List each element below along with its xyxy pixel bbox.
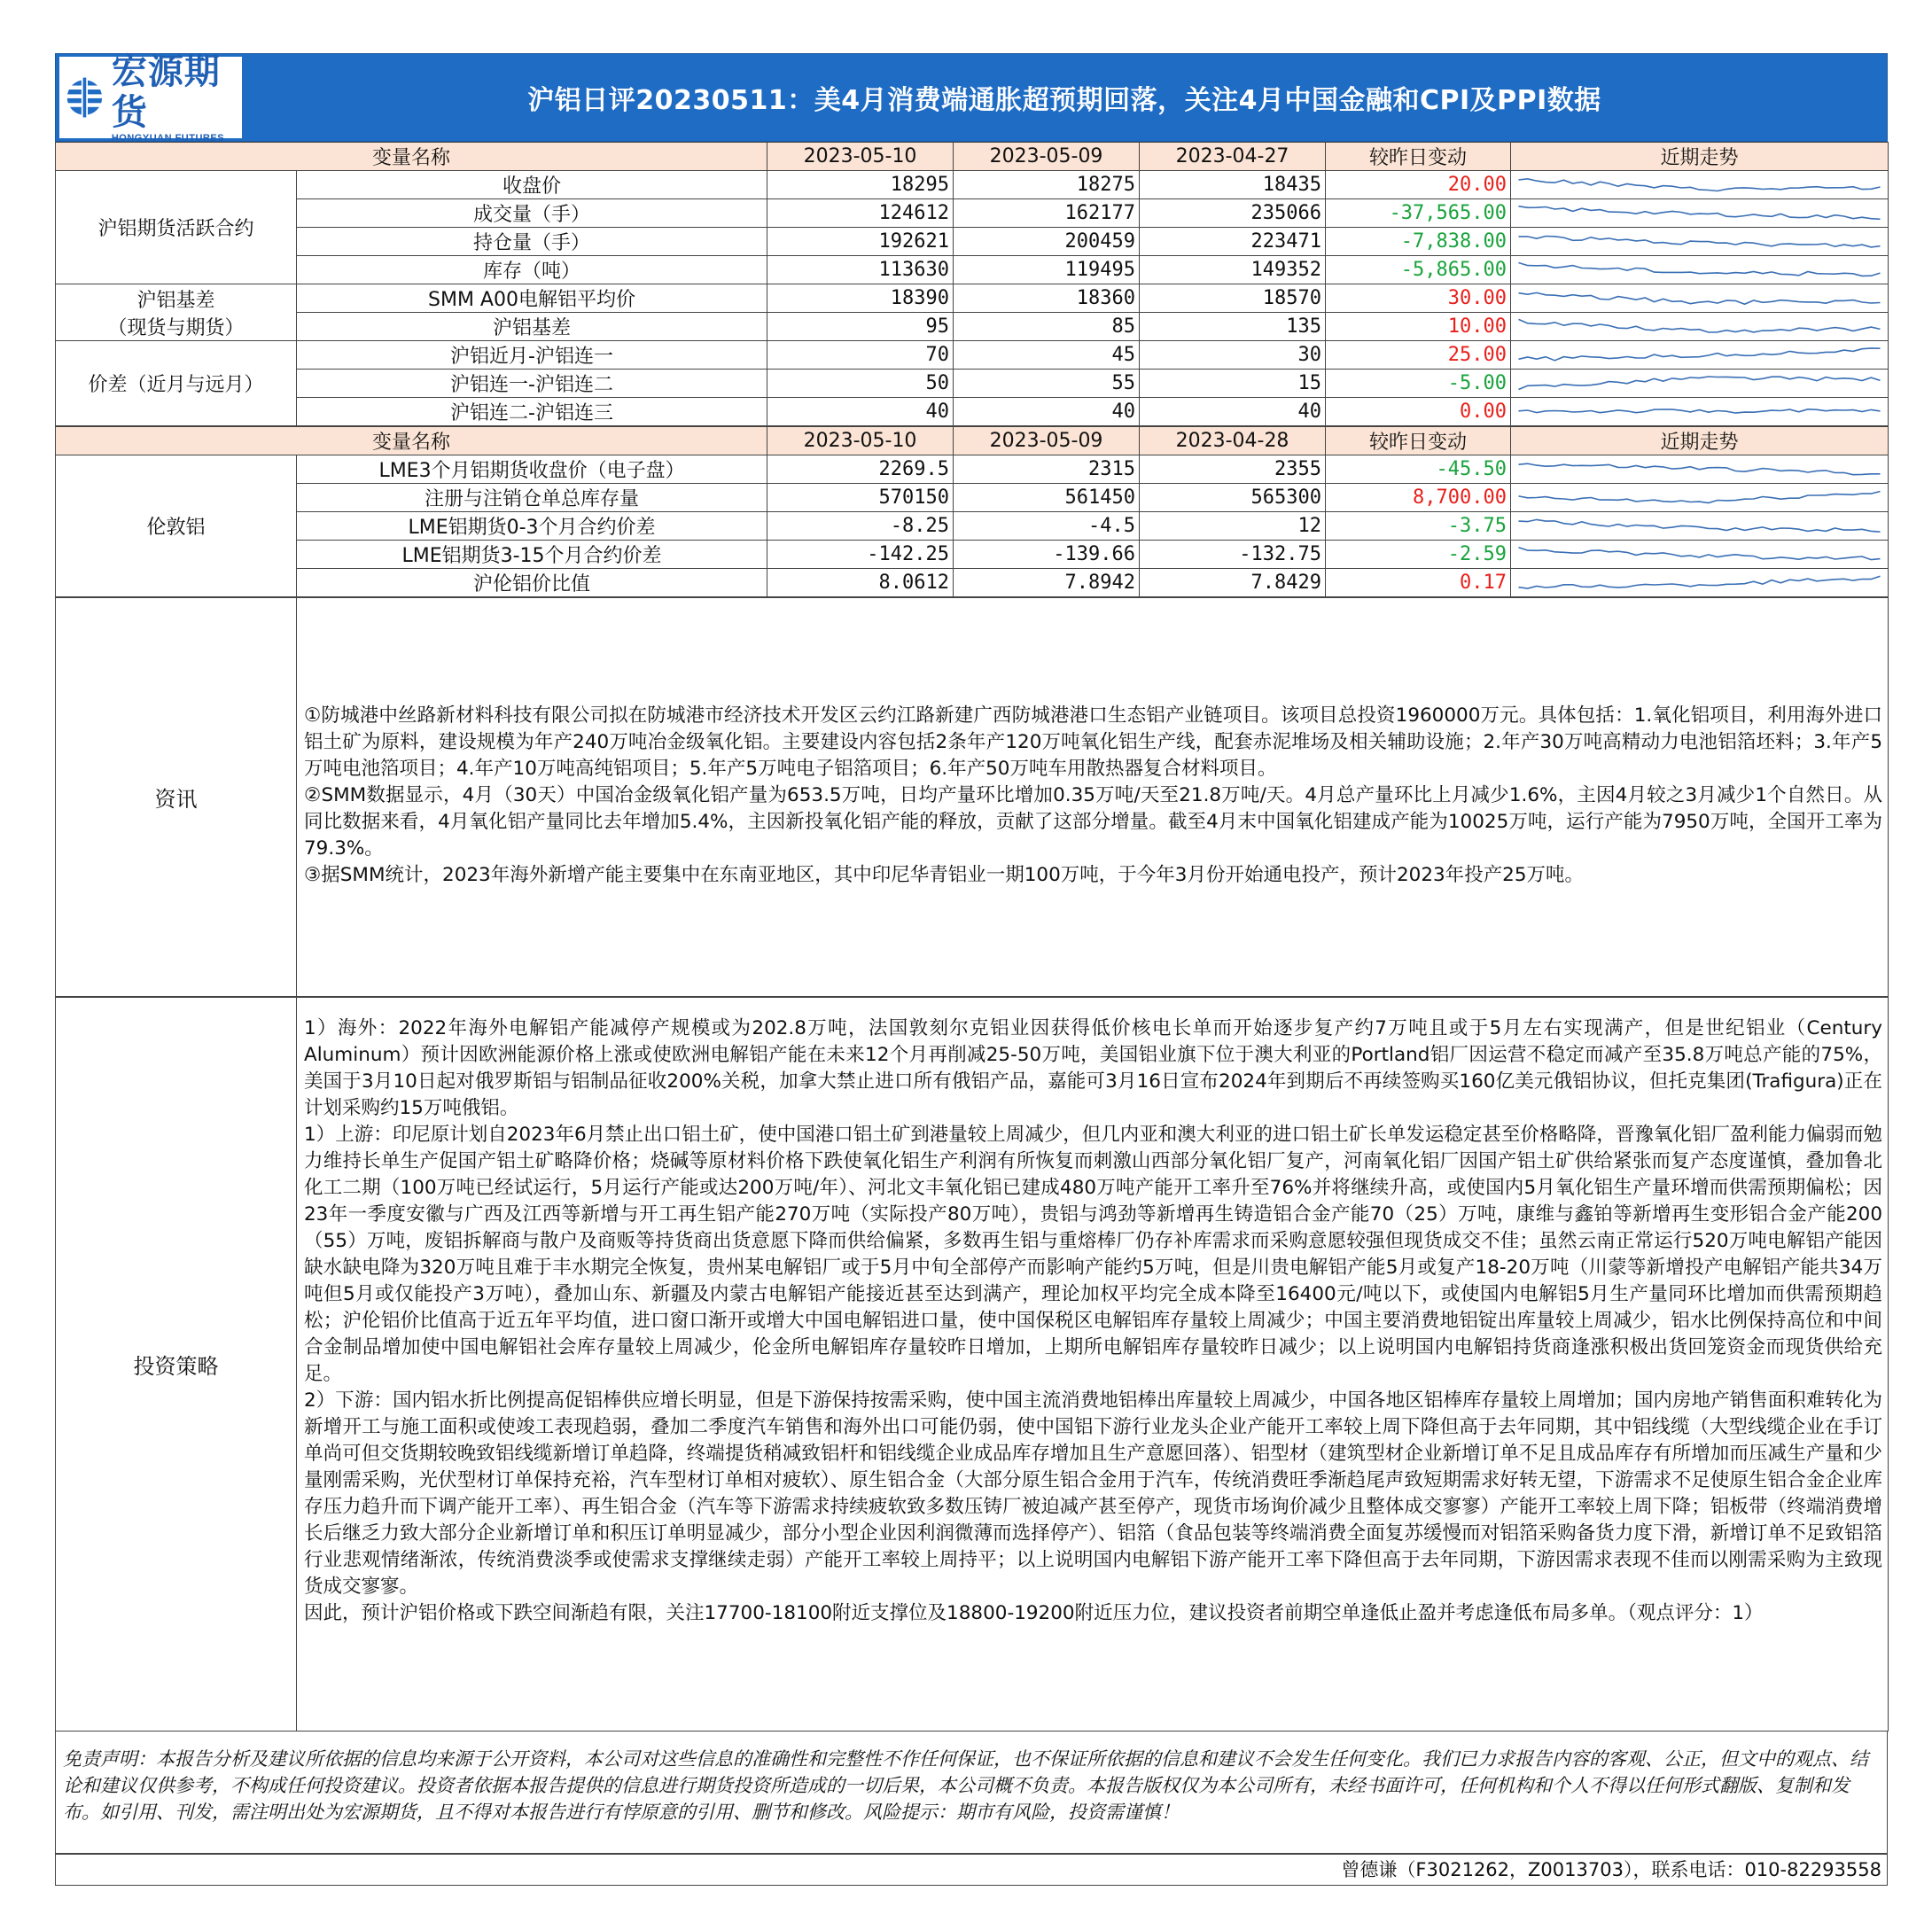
daily-change: -5.00 — [1326, 370, 1511, 398]
column-header: 2023-05-09 — [954, 427, 1140, 455]
sparkline-path — [1519, 206, 1881, 220]
table-row — [56, 171, 1889, 199]
value-cell: 149352 — [1140, 256, 1326, 284]
daily-change: -7,838.00 — [1326, 228, 1511, 256]
trend-cell — [1511, 512, 1889, 541]
variable-name: 沪铝近月-沪铝连一 — [297, 341, 767, 370]
trend-cell — [1511, 569, 1889, 597]
paragraph: 1）海外：2022年海外电解铝产能减停产规模或为202.8万吨，法国敦刻尔克铝业因获得低价核电长单而开始逐步复产约7万吨且或于5月左右实现满产，但是世纪铝业（Century Aluminum）预计因欧洲能源价格上涨或使欧洲电解铝产能在未来12个月再削减25-50万吨，美国铝业旗下位于澳大利亚的Portland铝厂因运营不稳定而减产至35.8万吨总产能的75%，美国于3月10日起对俄罗斯铝与铝制品征收200%关税，加拿大禁止进口所有俄铝产品，嘉能可3月16日宣布2024年到期后不再续签购买160亿美元俄铝协议，但托克集团(Trafigura)正在计划采购约15万吨俄铝。 — [304, 1017, 1882, 1119]
variable-name: LME3个月铝期货收盘价（电子盘） — [297, 455, 767, 484]
sparkline-chart — [1511, 398, 1888, 425]
sparkline-chart — [1511, 341, 1888, 369]
strategy-content — [297, 998, 1889, 1732]
trend-cell — [1511, 541, 1889, 569]
value-cell: 85 — [954, 313, 1140, 341]
value-cell: 18295 — [767, 171, 954, 199]
daily-change: 0.17 — [1326, 569, 1511, 597]
value-cell: 12 — [1140, 512, 1326, 541]
daily-change: -37,565.00 — [1326, 199, 1511, 228]
variable-name: LME铝期货3-15个月合约价差 — [297, 541, 767, 569]
paragraph: 因此，预计沪铝价格或下跌空间渐趋有限，关注17700-18100附近支撑位及18800-19200附近压力位，建议投资者前期空单逢低止盈并考虑逢低布局多单。（观点评分：1） — [304, 1602, 1764, 1624]
sparkline-path — [1519, 377, 1881, 390]
trend-cell — [1511, 455, 1889, 484]
daily-change: 0.00 — [1326, 398, 1511, 426]
daily-change: 10.00 — [1326, 313, 1511, 341]
trend-cell — [1511, 398, 1889, 426]
variable-name: 库存（吨） — [297, 256, 767, 284]
daily-change: 8,700.00 — [1326, 484, 1511, 512]
group-label — [56, 284, 297, 341]
trend-cell — [1511, 171, 1889, 199]
value-cell: -142.25 — [767, 541, 954, 569]
column-header: 2023-05-10 — [767, 143, 954, 171]
column-header: 2023-04-27 — [1140, 143, 1326, 171]
column-header: 2023-04-28 — [1140, 427, 1326, 455]
variable-name: 注册与注销仓单总库存量 — [297, 484, 767, 512]
logo-chinese-name: 宏源期货 — [111, 51, 221, 133]
table-header-row — [56, 143, 1889, 171]
column-header: 近期走势 — [1511, 143, 1889, 171]
value-cell: 55 — [954, 370, 1140, 398]
trend-cell — [1511, 228, 1889, 256]
value-cell: 8.0612 — [767, 569, 954, 597]
sparkline-chart — [1511, 199, 1888, 227]
sparkline-path — [1519, 292, 1881, 304]
group-label: 沪铝期货活跃合约 — [56, 171, 297, 284]
table-row — [56, 228, 1889, 256]
variable-name: 沪铝基差 — [297, 313, 767, 341]
column-header: 变量名称 — [56, 143, 767, 171]
value-cell: 124612 — [767, 199, 954, 228]
value-cell: 18390 — [767, 284, 954, 313]
trend-cell — [1511, 484, 1889, 512]
strategy-label: 投资策略 — [56, 998, 297, 1732]
paragraph: ②SMM数据显示，4月（30天）中国冶金级氧化铝产量为653.5万吨，日均产量环比增加0.35万吨/天至21.8万吨/天。4月总产量环比上月减少1.6%，主因4月较之3月减少1个自然日。从同比数据来看，4月氧化铝产量同比去年增加5.4%，主因新投氧化铝产能的释放，贡献了这部分增量。截至4月末中国氧化铝建成产能为10025万吨，运行产能为7950万吨，全国开工率为79.3%。 — [304, 783, 1882, 860]
value-cell: 7.8942 — [954, 569, 1140, 597]
table-row — [56, 313, 1889, 341]
value-cell: 18435 — [1140, 171, 1326, 199]
variable-name: 沪铝连二-沪铝连三 — [297, 398, 767, 426]
variable-name: 沪伦铝价比值 — [297, 569, 767, 597]
daily-change: 30.00 — [1326, 284, 1511, 313]
value-cell: 7.8429 — [1140, 569, 1326, 597]
sparkline-path — [1519, 348, 1881, 361]
logo-english-name: HONGYUAN FUTURES — [111, 133, 225, 144]
column-header: 2023-05-10 — [767, 427, 954, 455]
table-row — [56, 398, 1889, 426]
value-cell: 70 — [767, 341, 954, 370]
value-cell: 50 — [767, 370, 954, 398]
sparkline-path — [1519, 263, 1881, 276]
table-header-row — [56, 427, 1889, 455]
daily-change: -2.59 — [1326, 541, 1511, 569]
table-row — [56, 199, 1889, 228]
daily-change: 20.00 — [1326, 171, 1511, 199]
shfe-aluminum-table — [55, 142, 1889, 426]
sparkline-path — [1519, 548, 1881, 560]
value-cell: 40 — [1140, 398, 1326, 426]
column-header: 2023-05-09 — [954, 143, 1140, 171]
report-title: 沪铝日评20230511：美4月消费端通胀超预期回落，关注4月中国金融和CPI及PPI数据 — [527, 85, 1601, 116]
sparkline-path — [1519, 237, 1881, 247]
daily-change: 25.00 — [1326, 341, 1511, 370]
group-label: 伦敦铝 — [56, 455, 297, 597]
value-cell: 235066 — [1140, 199, 1326, 228]
table-row — [56, 541, 1889, 569]
value-cell: 95 — [767, 313, 954, 341]
sparkline-chart — [1511, 313, 1888, 340]
value-cell: 113630 — [767, 256, 954, 284]
value-cell: -139.66 — [954, 541, 1140, 569]
logo-emblem-icon — [65, 65, 105, 130]
sparkline-path — [1519, 319, 1881, 332]
value-cell: 15 — [1140, 370, 1326, 398]
value-cell: 2269.5 — [767, 455, 954, 484]
daily-change: -5,865.00 — [1326, 256, 1511, 284]
variable-name: 持仓量（手） — [297, 228, 767, 256]
variable-name: SMM A00电解铝平均价 — [297, 284, 767, 313]
sparkline-path — [1519, 576, 1881, 588]
daily-change: -45.50 — [1326, 455, 1511, 484]
group-label: 价差（近月与远月） — [56, 341, 297, 426]
group-label-line: （现货与期货） — [107, 316, 245, 339]
trend-cell — [1511, 313, 1889, 341]
value-cell: -8.25 — [767, 512, 954, 541]
trend-cell — [1511, 256, 1889, 284]
value-cell: 192621 — [767, 228, 954, 256]
column-header: 较昨日变动 — [1326, 143, 1511, 171]
value-cell: 18275 — [954, 171, 1140, 199]
trend-cell — [1511, 199, 1889, 228]
table-row — [56, 341, 1889, 370]
value-cell: 2355 — [1140, 455, 1326, 484]
value-cell: 40 — [954, 398, 1140, 426]
value-cell: -4.5 — [954, 512, 1140, 541]
value-cell: 30 — [1140, 341, 1326, 370]
variable-name: 沪铝连一-沪铝连二 — [297, 370, 767, 398]
variable-name: LME铝期货0-3个月合约价差 — [297, 512, 767, 541]
table-row — [56, 512, 1889, 541]
value-cell: 18360 — [954, 284, 1140, 313]
sparkline-path — [1519, 463, 1881, 475]
sparkline-chart — [1511, 171, 1888, 198]
sparkline-chart — [1511, 256, 1888, 284]
sparkline-chart — [1511, 228, 1888, 255]
value-cell: 2315 — [954, 455, 1140, 484]
table-row — [56, 370, 1889, 398]
sparkline-chart — [1511, 569, 1888, 596]
table-row — [56, 484, 1889, 512]
trend-cell — [1511, 284, 1889, 313]
table-row — [56, 284, 1889, 313]
news-label: 资讯 — [56, 598, 297, 997]
column-header: 近期走势 — [1511, 427, 1889, 455]
sparkline-path — [1519, 409, 1881, 413]
company-logo — [59, 51, 242, 144]
value-cell: 119495 — [954, 256, 1140, 284]
group-label-line: 沪铝基差 — [136, 289, 215, 312]
value-cell: 561450 — [954, 484, 1140, 512]
sparkline-path — [1519, 519, 1881, 532]
sparkline-path — [1519, 492, 1881, 503]
table-row — [56, 569, 1889, 597]
analyst-contact: 曾德谦（F3021262，Z0013703），联系电话：010-82293558 — [55, 1854, 1888, 1886]
report-header — [55, 53, 1888, 142]
trend-cell — [1511, 341, 1889, 370]
paragraph: ①防城港中丝路新材料科技有限公司拟在防城港市经济技术开发区云约江路新建广西防城港港口生态铝产业链项目。该项目总投资1960000万元。具体包括：1.氧化铝项目，利用海外进口铝土矿为原料，建设规模为年产240万吨冶金级氧化铝。主要建设内容包括2条年产120万吨氧化铝生产线，配套赤泥堆场及相关辅助设施；2.年产30万吨高精动力电池铝箔坯料；3.年产5万吨电池箔项目；4.年产10万吨高纯铝项目；5.年产5万吨电子铝箔项目；6.年产50万吨车用散热器复合材料项目。 — [304, 704, 1882, 780]
column-header: 变量名称 — [56, 427, 767, 455]
column-header: 较昨日变动 — [1326, 427, 1511, 455]
sparkline-chart — [1511, 284, 1888, 312]
value-cell: 45 — [954, 341, 1140, 370]
disclaimer: 免责声明：本报告分析及建议所依据的信息均来源于公开资料，本公司对这些信息的准确性和完整性不作任何保证，也不保证所依据的信息和建议不会发生任何变化。我们已力求报告内容的客观、公正，但文中的观点、结论和建议仅供参考，不构成任何投资建议。投资者依据本报告提供的信息进行期货投资所造成的一切后果，本公司概不负责。本报告版权仅为本公司所有，未经书面许可，任何机构和个人不得以任何形式翻版、复制和发布。如引用、刊发，需注明出处为宏源期货，且不得对本报告进行有悖原意的引用、删节和修改。风险提示：期市有风险，投资需谨慎！ — [55, 1732, 1888, 1854]
table-row — [56, 455, 1889, 484]
sparkline-chart — [1511, 370, 1888, 397]
paragraph: ③据SMM统计，2023年海外新增产能主要集中在东南亚地区，其中印尼华青铝业一期100万吨，于今年3月份开始通电投产，预计2023年投产25万吨。 — [304, 863, 1585, 886]
value-cell: 18570 — [1140, 284, 1326, 313]
sparkline-chart — [1511, 512, 1888, 540]
value-cell: 200459 — [954, 228, 1140, 256]
variable-name: 成交量（手） — [297, 199, 767, 228]
news-content — [297, 598, 1889, 997]
variable-name: 收盘价 — [297, 171, 767, 199]
paragraph: 2）下游：国内铝水折比例提高促铝棒供应增长明显，但是下游保持按需采购，使中国主流消费地铝棒出库量较上周减少，中国各地区铝棒库存量较上周增加；国内房地产销售面积难转化为新增开工与施工面积或使竣工表现趋弱，叠加二季度汽车销售和海外出口可能仍弱，使中国铝下游行业龙头企业产能开工率较上周下降但高于去年同期，其中铝线缆（大型线缆企业在手订单尚可但交货期较晚致铝线缆新增订单趋降，终端提货稍减致铝杆和铝线缆企业成品库存增加且生产意愿回落）、铝型材（建筑型材企业新增订单不足且成品库存有所增加而压减生产量和少量刚需采购，光伏型材订单保持充裕，汽车型材订单相对疲软）、原生铝合金（大部分原生铝合金用于汽车，传统消费旺季渐趋尾声致短期需求好转无望，下游需求不足使原生铝合金企业库存压力趋升而下调产能开工率）、再生铝合金（汽车等下游需求持续疲软致多数压铸厂被迫减产甚至停产，现货市场询价减少且整体成交寥寥）产能开工率较上周下降；铝板带（终端消费增长后继乏力致大部分企业新增订单和积压订单明显减少，部分小型企业因利润微薄而选择停产）、铝箔（食品包装等终端消费全面复苏缓慢而对铝箔采购备货力度下滑，新增订单不足致铝箔行业悲观情绪渐浓，传统消费淡季或使需求支撑继续走弱）产能开工率较上周持平；以上说明国内电解铝下游产能开工率下降但高于去年同期，下游因需求表现不佳而以刚需采购为主致现货成交寥寥。 — [304, 1389, 1882, 1598]
value-cell: 565300 — [1140, 484, 1326, 512]
value-cell: 40 — [767, 398, 954, 426]
value-cell: 135 — [1140, 313, 1326, 341]
sparkline-path — [1519, 179, 1881, 191]
value-cell: 570150 — [767, 484, 954, 512]
value-cell: 223471 — [1140, 228, 1326, 256]
paragraph: 1）上游：印尼原计划自2023年6月禁止出口铝土矿，使中国港口铝土矿到港量较上周减少，但几内亚和澳大利亚的进口铝土矿长单发运稳定甚至价格略降，晋豫氧化铝厂盈利能力偏弱而勉力维持长单生产促国产铝土矿略降价格；烧碱等原材料价格下跌使氧化铝生产利润有所恢复而刺激山西部分氧化铝厂复产，河南氧化铝厂因国产铝土矿供给紧张而复产态度谨慎，叠加鲁北化工二期（100万吨已经试运行，5月运行产能或达200万吨/年）、河北文丰氧化铝已建成480万吨产能开工率升至76%并将继续升高，或使国内5月氧化铝生产量环增而供需预期偏松；因23年一季度安徽与广西及江西等新增与开工再生铝产能270万吨（实际投产80万吨），贵铝与鸿劲等新增再生铸造铝合金产能70（25）万吨，康维与鑫铂等新增再生变形铝合金产能200（55）万吨，废铝拆解商与散户及商贩等持货商出货意愿下降而供给偏紧，多数再生铝与重熔棒厂仍存补库需求而采购意愿较强但现货成交不佳；虽然云南正常运行520万吨电解铝产能因缺水缺电降为320万吨且难于丰水期完全恢复，贵州某电解铝厂或于5月中旬全部停产而影响产能约5万吨，但是川贵电解铝产能5月或复产18-20万吨（川蒙等新增投产电解铝产能共34万吨但5月或仅能投产3万吨），叠加山东、新疆及内蒙古电解铝产能接近甚至达到满产，理论加权平均完全成本降至16400元/吨以下，或使国内电解铝5月生产量同环比增加而供需预期趋松；沪伦铝价比值高于近五年平均值，进口窗口渐开或增大中国电解铝进口量，使中国保税区电解铝库存量较上周减少；中国主要消费地铝锭出库量较上周减少，铝水比例保持高位和中间合金制品增加使中国电解铝社会库存量较上周减少，伦金所电解铝库存量较昨日增加，上期所电解铝库存量较昨日减少；以上说明国内电解铝持货商逢涨积极出货回笼资金而现货供给充足。 — [304, 1124, 1882, 1385]
value-cell: 162177 — [954, 199, 1140, 228]
daily-change: -3.75 — [1326, 512, 1511, 541]
news-section — [55, 597, 1889, 997]
table-row — [56, 256, 1889, 284]
sparkline-chart — [1511, 455, 1888, 483]
sparkline-chart — [1511, 541, 1888, 568]
sparkline-chart — [1511, 484, 1888, 511]
strategy-section — [55, 997, 1889, 1732]
lme-aluminum-table — [55, 426, 1889, 597]
value-cell: -132.75 — [1140, 541, 1326, 569]
trend-cell — [1511, 370, 1889, 398]
